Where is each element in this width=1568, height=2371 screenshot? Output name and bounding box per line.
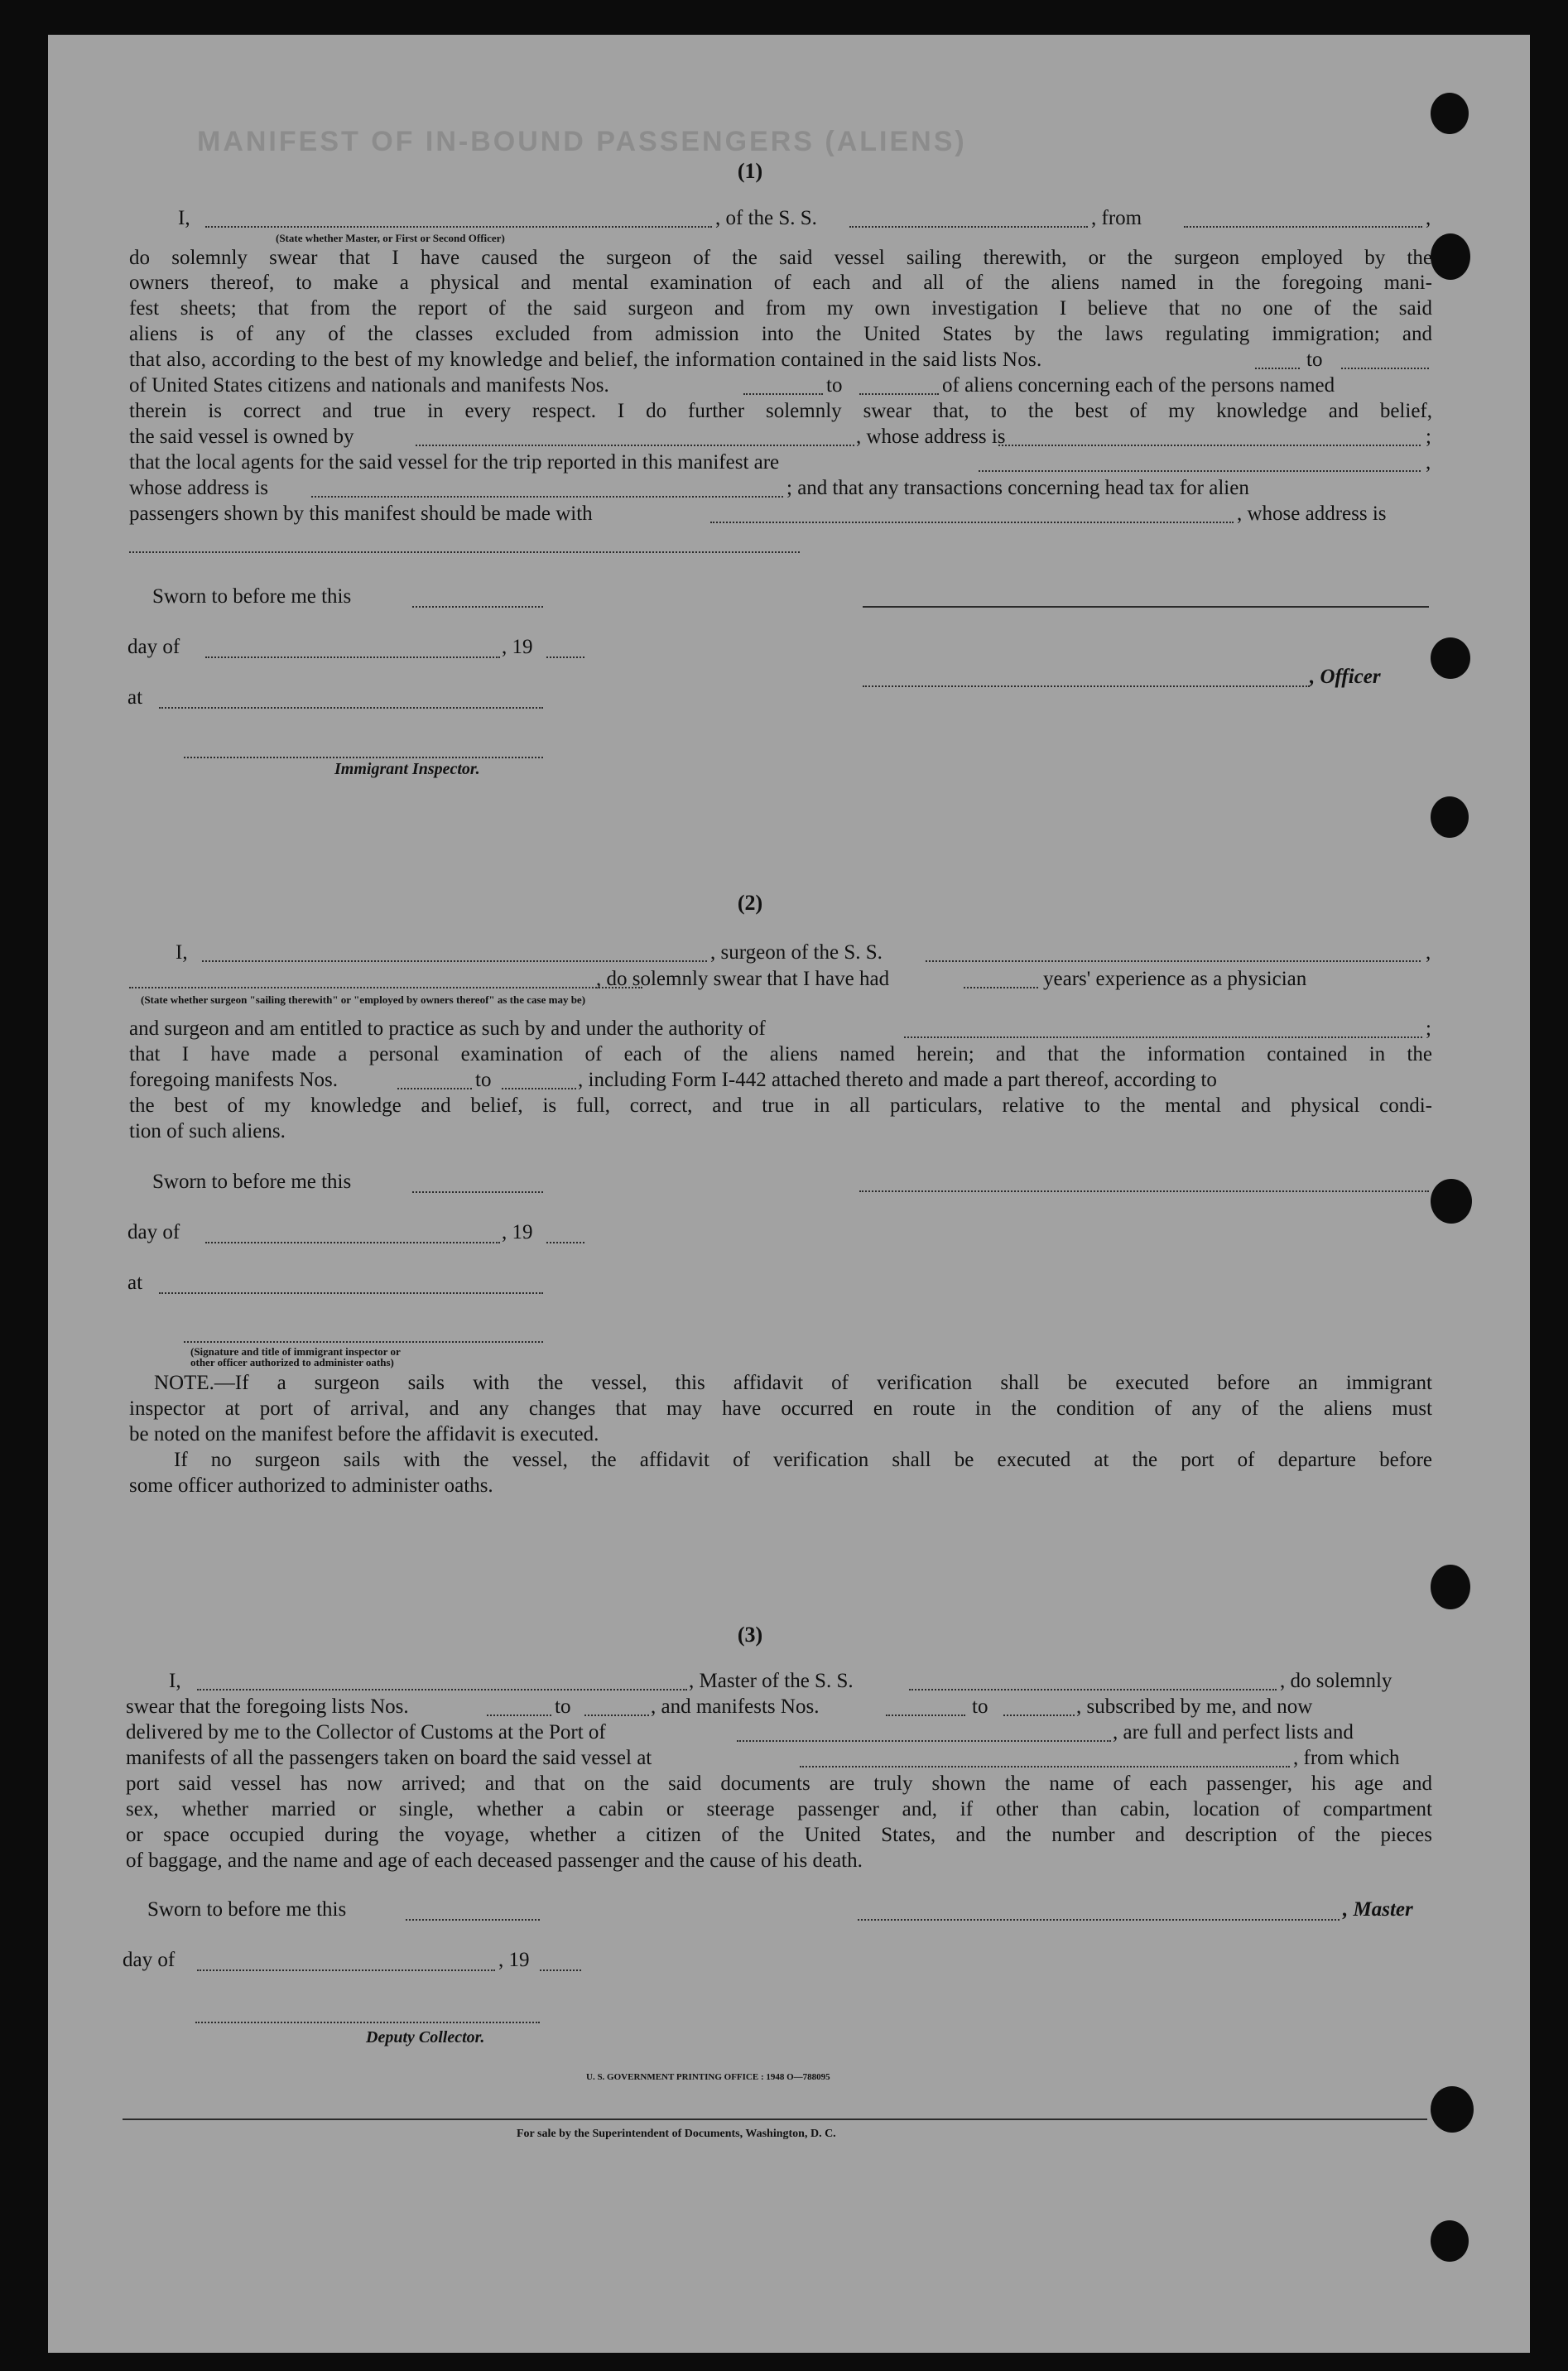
s2-to-label: to	[475, 1069, 492, 1091]
s1-owner-address-field[interactable]	[998, 445, 1421, 446]
s2-note-line: be noted on the manifest before the affidavit is executed.	[129, 1423, 599, 1445]
s1-officer-rank-field[interactable]	[205, 226, 712, 228]
s2-status-note: (State whether surgeon "sailing therewith" or "employed by owners thereof" as the case may be)	[141, 993, 586, 1006]
s3-solemnly-label: , do solemnly	[1280, 1670, 1392, 1692]
s2-paragraph-line: that I have made a personal examination of each of the aliens named herein; and that the information contained in the	[129, 1043, 1432, 1065]
s3-collector-caption: Deputy Collector.	[366, 2028, 485, 2046]
s1-from-label: , from	[1091, 207, 1142, 229]
s2-form-text: , including Form I-442 attached thereto and made a part thereof, according to	[578, 1069, 1217, 1091]
s3-sworn-date-field[interactable]	[406, 1919, 540, 1921]
s3-paragraph-line: port said vessel has now arrived; and that on the said documents are truly shown the name of each passenger, his age and	[126, 1772, 1432, 1795]
s3-year-field[interactable]	[540, 1969, 581, 1971]
punch-hole	[1431, 637, 1470, 679]
punch-hole	[1431, 1179, 1472, 1224]
s1-inspector-caption: Immigrant Inspector.	[334, 760, 480, 778]
s3-from-which-label: , from which	[1293, 1747, 1400, 1769]
s2-experience-label: years' experience as a physician	[1043, 968, 1307, 990]
s1-officer-line[interactable]	[863, 685, 1310, 687]
s3-paragraph-line: of baggage, and the name and age of each deceased passenger and the cause of his death.	[126, 1849, 863, 1872]
s3-i-label: I,	[169, 1670, 181, 1692]
s2-semicolon: ;	[1426, 1017, 1431, 1040]
s2-manifests-label: foregoing manifests Nos.	[129, 1069, 339, 1091]
s1-sworn-label: Sworn to before me this	[152, 585, 352, 608]
s3-master-signature-line[interactable]	[858, 1919, 1340, 1921]
gpo-imprint: U. S. GOVERNMENT PRINTING OFFICE : 1948 O—788095	[586, 2072, 830, 2082]
s1-manifests-to-field[interactable]	[859, 393, 939, 395]
s1-paragraph-line: aliens is of any of the classes excluded from admission into the United States by the laws regulating immigration; and	[129, 323, 1432, 345]
s1-sworn-date-field[interactable]	[412, 606, 543, 608]
s1-paragraph-line: therein is correct and true in every respect. I do further solemnly swear that, to the best of my knowledge and belief,	[129, 400, 1432, 422]
s3-port-label: delivered by me to the Collector of Customs at the Port of	[126, 1721, 606, 1743]
s1-owner-field[interactable]	[416, 445, 854, 446]
footer-rule	[123, 2119, 1427, 2120]
s1-owner-address-label: , whose address is	[856, 426, 1006, 448]
s3-taken-label: manifests of all the passengers taken on board the said vessel at	[126, 1747, 652, 1769]
s1-day-label: day of	[127, 636, 180, 658]
s2-years-field[interactable]	[964, 987, 1038, 988]
s3-manifests-to-field[interactable]	[1003, 1715, 1075, 1716]
s1-of-ss-label: , of the S. S.	[715, 207, 817, 229]
s2-note-line: some officer authorized to administer oaths.	[129, 1474, 493, 1497]
s1-comma-2: ,	[1426, 451, 1431, 474]
s2-note-line: If no surgeon sails with the vessel, the affidavit of verification shall be executed at the port of departure before	[174, 1449, 1432, 1471]
s2-note-line: inspector at port of arrival, and any changes that may have occurred en route in the condition of any of the aliens must	[129, 1397, 1432, 1420]
s1-vessel-field[interactable]	[849, 226, 1088, 228]
s3-port-field[interactable]	[737, 1740, 1111, 1742]
punch-hole	[1431, 233, 1470, 280]
s2-sailing-status-field[interactable]	[129, 987, 642, 988]
s2-month-field[interactable]	[205, 1242, 500, 1243]
punch-hole	[1431, 1565, 1470, 1609]
s3-month-field[interactable]	[197, 1969, 495, 1971]
s3-lists-from-field[interactable]	[487, 1715, 551, 1716]
s2-manifests-to-field[interactable]	[502, 1088, 576, 1089]
s1-i-label: I,	[178, 207, 190, 229]
s1-agents-field[interactable]	[979, 470, 1421, 472]
s1-owned-label: the said vessel is owned by	[129, 426, 354, 448]
s3-collector-signature-line[interactable]	[195, 2022, 540, 2023]
s3-embark-port-field[interactable]	[800, 1766, 1290, 1767]
s2-surgeon-label: , surgeon of the S. S.	[710, 941, 883, 964]
s3-perfect-label: , are full and perfect lists and	[1113, 1721, 1354, 1743]
s3-vessel-field[interactable]	[909, 1689, 1277, 1690]
punch-hole	[1431, 2086, 1474, 2133]
s1-agents-label: that the local agents for the said vessel for the trip reported in this manifest are	[129, 451, 780, 474]
sale-notice: For sale by the Superintendent of Documents, Washington, D. C.	[517, 2128, 836, 2140]
s1-at-field[interactable]	[159, 707, 543, 709]
s1-paragraph-line: fest sheets; that from the report of the said surgeon and from my own investigation I believe that no one of the said	[129, 297, 1432, 320]
s2-note-line: NOTE.—If a surgeon sails with the vessel, this affidavit of verification shall be executed before an immigrant	[154, 1372, 1432, 1394]
s1-inspector-signature-line[interactable]	[184, 757, 543, 758]
s3-lists-to-field[interactable]	[584, 1715, 649, 1716]
s3-sworn-label: Sworn to before me this	[147, 1898, 347, 1921]
s2-manifests-from-field[interactable]	[397, 1088, 472, 1089]
s3-master-caption: , Master	[1343, 1898, 1413, 1921]
s2-year-label: , 19	[502, 1221, 533, 1243]
s1-whose-address-label: , whose address is	[1237, 503, 1387, 525]
section-1-number: (1)	[737, 159, 763, 183]
section-2-number: (2)	[737, 891, 763, 915]
s2-inspector-signature-line[interactable]	[184, 1341, 543, 1343]
s1-from-field[interactable]	[1184, 226, 1422, 228]
s1-manifests-from-field[interactable]	[743, 393, 823, 395]
section-3-number: (3)	[737, 1623, 763, 1647]
s2-at-label: at	[127, 1272, 143, 1294]
s2-authority-label: and surgeon and am entitled to practice as such by and under the authority of	[129, 1017, 766, 1040]
s2-year-field[interactable]	[546, 1242, 584, 1243]
s1-lists-to-field[interactable]	[1341, 368, 1429, 369]
s3-paragraph-line: or space occupied during the voyage, whether a citizen of the United States, and the number and description of the pieces	[126, 1824, 1432, 1846]
s2-at-field[interactable]	[159, 1292, 543, 1294]
s2-sworn-date-field[interactable]	[412, 1191, 543, 1193]
s2-signature-note: other officer authorized to administer oaths)	[190, 1356, 394, 1368]
s2-day-label: day of	[127, 1221, 180, 1243]
s1-passengers-label: passengers shown by this manifest should be made with	[129, 503, 593, 525]
s1-paragraph-line: do solemnly swear that I have caused the surgeon of the said vessel sailing therewith, or the surgeon employed by the	[129, 247, 1432, 269]
s1-signature-line[interactable]	[863, 606, 1429, 608]
s1-paragraph-line: owners thereof, to make a physical and mental examination of each and all of the aliens named in the foregoing mani-	[129, 272, 1432, 294]
s3-day-label: day of	[123, 1949, 176, 1971]
s2-surgeon-name-field[interactable]	[202, 960, 707, 962]
s3-master-label: , Master of the S. S.	[689, 1670, 854, 1692]
s2-vessel-field[interactable]	[926, 960, 1421, 962]
s1-head-tax-party-field[interactable]	[710, 522, 1234, 523]
s2-paragraph-line: the best of my knowledge and belief, is full, correct, and true in all particulars, relative to the mental and physical condi-	[129, 1094, 1432, 1117]
s3-master-name-field[interactable]	[197, 1689, 687, 1690]
s1-year-label: , 19	[502, 636, 533, 658]
s3-subscribed-label: , subscribed by me, and now	[1076, 1695, 1313, 1718]
s2-swear-label: , do solemnly swear that I have had	[596, 968, 890, 990]
s1-head-tax-text: ; and that any transactions concerning head tax for alien	[786, 477, 1249, 499]
s3-paragraph-line: sex, whether married or single, whether a cabin or steerage passenger and, if other than cabin, location of compartment	[126, 1798, 1432, 1820]
form-page	[48, 35, 1530, 2353]
s1-aliens-text: of aliens concerning each of the persons named	[942, 374, 1335, 397]
s3-lists-label: swear that the foregoing lists Nos.	[126, 1695, 409, 1718]
s1-at-label: at	[127, 686, 143, 709]
s3-manifests-label: , and manifests Nos.	[651, 1695, 820, 1718]
s1-lists-from-field[interactable]	[1255, 368, 1300, 369]
s2-paragraph-end: tion of such aliens.	[129, 1120, 286, 1142]
punch-hole	[1431, 796, 1469, 838]
punch-hole	[1431, 93, 1469, 134]
s1-comma: ,	[1426, 207, 1431, 229]
s1-rank-note: (State whether Master, or First or Second Officer)	[276, 232, 505, 244]
s3-to-label-2: to	[972, 1695, 988, 1718]
s3-manifests-from-field[interactable]	[886, 1715, 965, 1716]
s1-head-tax-address-field[interactable]	[129, 551, 800, 553]
s2-signature-note: (Signature and title of immigrant inspector or	[190, 1345, 401, 1358]
s2-i-label: I,	[176, 941, 188, 964]
s1-officer-label: , Officer	[1310, 666, 1381, 688]
s1-agent-address-field[interactable]	[311, 496, 783, 498]
s3-to-label: to	[555, 1695, 571, 1718]
s3-year-label: , 19	[498, 1949, 530, 1971]
s1-month-field[interactable]	[205, 656, 500, 658]
s1-year-field[interactable]	[546, 656, 584, 658]
s1-semicolon: ;	[1426, 426, 1431, 448]
s1-manifests-text: of United States citizens and nationals and manifests Nos.	[129, 374, 609, 397]
s1-to-label: to	[1306, 349, 1323, 371]
s1-agent-address-label: whose address is	[129, 477, 269, 499]
bleed-through-heading: MANIFEST OF IN-BOUND PASSENGERS (ALIENS)	[197, 126, 967, 157]
s2-authority-field[interactable]	[904, 1036, 1422, 1038]
punch-hole	[1431, 2220, 1469, 2262]
s2-signature-line[interactable]	[859, 1190, 1429, 1192]
s1-to-label-2: to	[826, 374, 843, 397]
s2-sworn-label: Sworn to before me this	[152, 1171, 352, 1193]
s1-lists-text: that also, according to the best of my knowledge and belief, the information contained in the said lists Nos.	[129, 349, 1042, 371]
s2-comma: ,	[1426, 941, 1431, 964]
